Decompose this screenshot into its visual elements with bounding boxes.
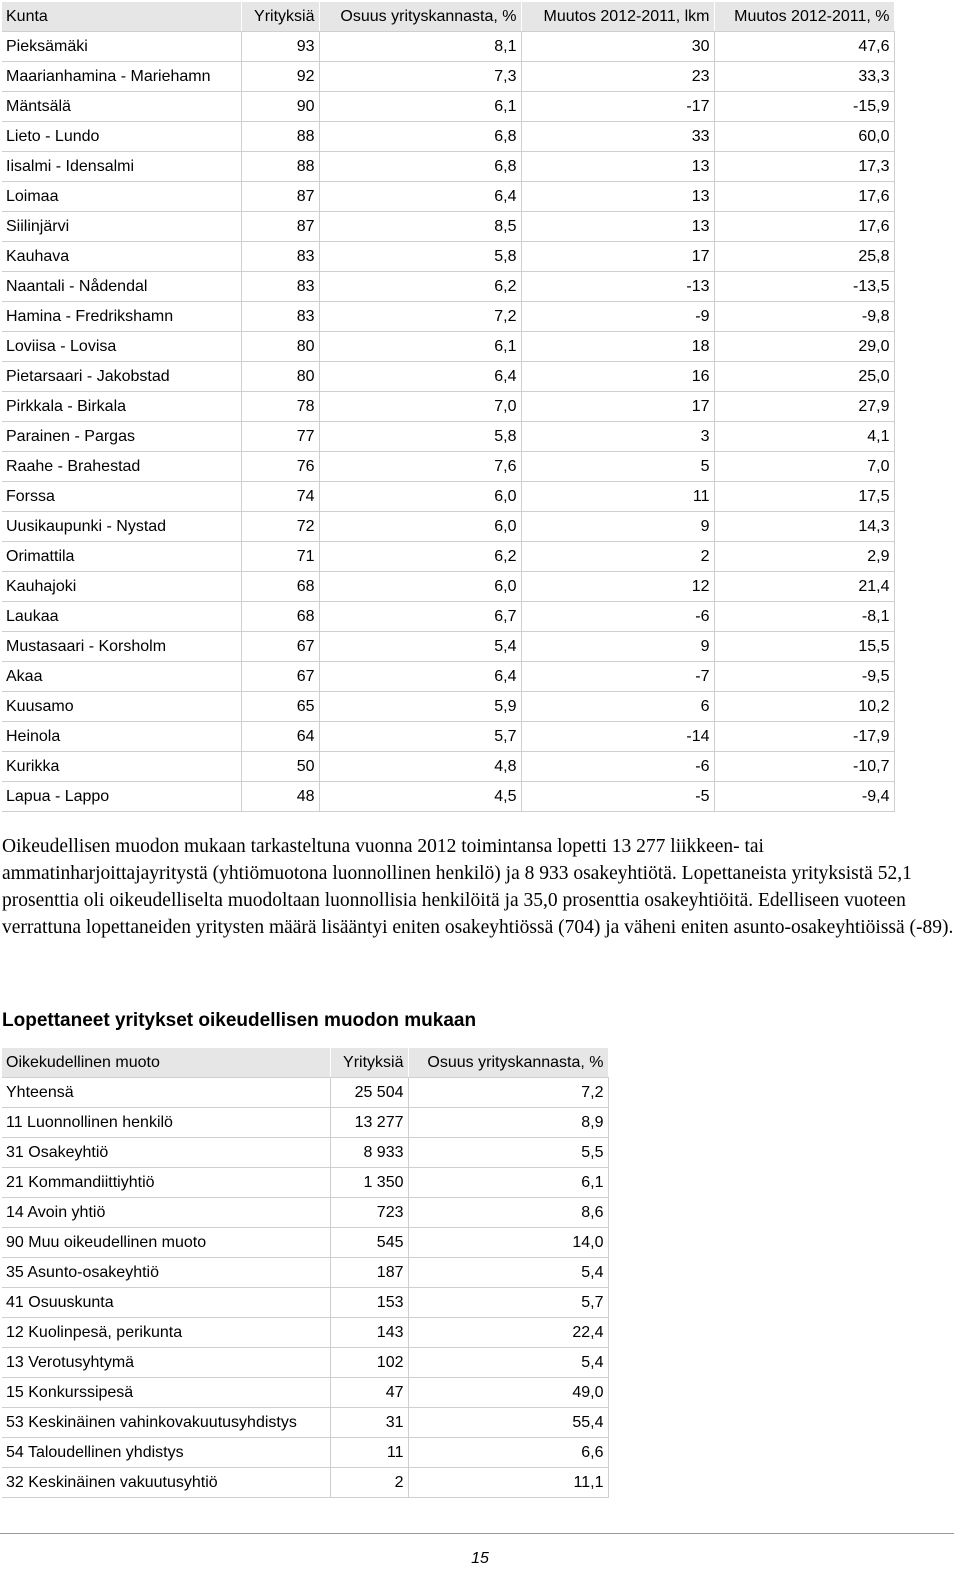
table-cell: 5,8 (319, 422, 521, 452)
column-header: Oikekudellinen muoto (2, 1048, 330, 1078)
table-cell: 17,3 (714, 152, 894, 182)
municipality-table (2, 2, 895, 812)
table-cell: Pieksämäki (2, 32, 241, 62)
table-cell: 6,4 (319, 662, 521, 692)
table-cell: 7,6 (319, 452, 521, 482)
table-cell: 723 (330, 1198, 408, 1228)
table-row (2, 482, 894, 512)
table-cell: 72 (241, 512, 319, 542)
table-cell: 8,5 (319, 212, 521, 242)
table-cell: 17 (521, 392, 714, 422)
table-cell: 13 (521, 182, 714, 212)
table-cell: 17,6 (714, 212, 894, 242)
table-cell: -17,9 (714, 722, 894, 752)
table-row (2, 152, 894, 182)
table-cell: 5,4 (408, 1258, 608, 1288)
table-row (2, 1378, 608, 1408)
body-paragraph: Oikeudellisen muodon mukaan tarkasteltuna vuonna 2012 toimintansa lopetti 13 277 liikkeen- tai ammatinharjoittajayritystä (yhtiömuotona luonnollinen henkilö) ja 8 933 osakeyhtiötä. Lopettaneista yrityksistä 52,1 prosenttia oli oikeudelliselta muodoltaan luonnollisia henkilöitä ja 35,0 prosenttia osakeyhtiöitä. Edelliseen vuoteen verrattuna lopettaneiden yritysten määrä lisääntyi eniten osakeyhtiössä (704) ja väheni eniten asunto-osakeyhtiöissä (-89). (2, 836, 954, 938)
table-row (2, 632, 894, 662)
table-cell: 17,5 (714, 482, 894, 512)
table-cell: 6,0 (319, 482, 521, 512)
table-cell: 31 Osakeyhtiö (2, 1138, 330, 1168)
table-row (2, 182, 894, 212)
table-cell: 8 933 (330, 1138, 408, 1168)
table-row (2, 452, 894, 482)
table-cell: Raahe - Brahestad (2, 452, 241, 482)
table-cell: Hamina - Fredrikshamn (2, 302, 241, 332)
table-cell: 7,2 (408, 1078, 608, 1108)
table-cell: 6,1 (408, 1168, 608, 1198)
table-cell: Forssa (2, 482, 241, 512)
table-cell: 3 (521, 422, 714, 452)
table-cell: 5,8 (319, 242, 521, 272)
table-cell: 6,8 (319, 152, 521, 182)
table-cell: 6,4 (319, 182, 521, 212)
table-cell: Orimattila (2, 542, 241, 572)
table-cell: 12 (521, 572, 714, 602)
table-cell: 5,4 (319, 632, 521, 662)
table-cell: 22,4 (408, 1318, 608, 1348)
table-cell: -8,1 (714, 602, 894, 632)
table-row (2, 1078, 608, 1108)
table-cell: Naantali - Nådendal (2, 272, 241, 302)
table-row (2, 752, 894, 782)
table-cell: 17 (521, 242, 714, 272)
table-cell: 9 (521, 512, 714, 542)
table-row (2, 782, 894, 812)
legal-form-table-body (2, 1048, 608, 1498)
table-cell: 2 (330, 1468, 408, 1498)
table-cell: 90 (241, 92, 319, 122)
table-cell: Yhteensä (2, 1078, 330, 1108)
table-row (2, 272, 894, 302)
section-title: Lopettaneet yritykset oikeudellisen muodon mukaan (2, 1010, 477, 1031)
table-cell: 12 Kuolinpesä, perikunta (2, 1318, 330, 1348)
table-cell: 68 (241, 602, 319, 632)
table-cell: 80 (241, 362, 319, 392)
table-cell: 29,0 (714, 332, 894, 362)
column-header: Kunta (2, 2, 241, 32)
table-row (2, 1468, 608, 1498)
table-cell: 50 (241, 752, 319, 782)
table-cell: Mustasaari - Korsholm (2, 632, 241, 662)
table-cell: 21,4 (714, 572, 894, 602)
table-cell: 7,3 (319, 62, 521, 92)
table-cell: 90 Muu oikeudellinen muoto (2, 1228, 330, 1258)
table-cell: Iisalmi - Idensalmi (2, 152, 241, 182)
table-cell: -15,9 (714, 92, 894, 122)
table-cell: 7,0 (714, 452, 894, 482)
table-row (2, 1348, 608, 1378)
table-header-row (2, 2, 894, 32)
table-cell: 41 Osuuskunta (2, 1288, 330, 1318)
table-cell: 545 (330, 1228, 408, 1258)
table-cell: 25 504 (330, 1078, 408, 1108)
table-cell: 77 (241, 422, 319, 452)
column-header: Osuus yrityskannasta, % (319, 2, 521, 32)
table-cell: 4,1 (714, 422, 894, 452)
table-row (2, 1258, 608, 1288)
table-cell: 6,2 (319, 542, 521, 572)
table-row (2, 1228, 608, 1258)
table-row (2, 602, 894, 632)
table-cell: 47,6 (714, 32, 894, 62)
table-cell: 6,0 (319, 512, 521, 542)
table-cell: 18 (521, 332, 714, 362)
footer-divider (0, 1533, 954, 1534)
table-cell: 11 (330, 1438, 408, 1468)
table-cell: 8,6 (408, 1198, 608, 1228)
table-cell: 23 (521, 62, 714, 92)
table-row (2, 1438, 608, 1468)
table-row (2, 422, 894, 452)
table-cell: -7 (521, 662, 714, 692)
table-cell: Pirkkala - Birkala (2, 392, 241, 422)
municipality-table-body (2, 2, 894, 812)
table-cell: 31 (330, 1408, 408, 1438)
table-row (2, 542, 894, 572)
table-cell: Loviisa - Lovisa (2, 332, 241, 362)
table-cell: 6 (521, 692, 714, 722)
table-cell: 9 (521, 632, 714, 662)
table-cell: 6,6 (408, 1438, 608, 1468)
table-cell: 16 (521, 362, 714, 392)
table-cell: 6,1 (319, 92, 521, 122)
table-cell: 13 277 (330, 1108, 408, 1138)
table-cell: 5,4 (408, 1348, 608, 1378)
table-cell: 6,8 (319, 122, 521, 152)
table-row (2, 722, 894, 752)
table-cell: Laukaa (2, 602, 241, 632)
table-cell: 13 Verotusyhtymä (2, 1348, 330, 1378)
table-cell: -10,7 (714, 752, 894, 782)
table-cell: Uusikaupunki - Nystad (2, 512, 241, 542)
table-cell: Parainen - Pargas (2, 422, 241, 452)
table-row (2, 332, 894, 362)
table-cell: 74 (241, 482, 319, 512)
column-header: Yrityksiä (241, 2, 319, 32)
table-cell: 25,8 (714, 242, 894, 272)
table-cell: 53 Keskinäinen vahinkovakuutusyhdistys (2, 1408, 330, 1438)
table-cell: 83 (241, 242, 319, 272)
legal-form-table (2, 1048, 609, 1498)
table-cell: Pietarsaari - Jakobstad (2, 362, 241, 392)
table-cell: 8,9 (408, 1108, 608, 1138)
table-cell: Lapua - Lappo (2, 782, 241, 812)
table-cell: 33,3 (714, 62, 894, 92)
table-cell: 6,4 (319, 362, 521, 392)
table-cell: 11,1 (408, 1468, 608, 1498)
table-cell: 67 (241, 662, 319, 692)
table-cell: Lieto - Lundo (2, 122, 241, 152)
table-cell: 4,8 (319, 752, 521, 782)
table-row (2, 1318, 608, 1348)
table-cell: 78 (241, 392, 319, 422)
table-cell: 88 (241, 152, 319, 182)
table-cell: 15,5 (714, 632, 894, 662)
column-header: Muutos 2012-2011, lkm (521, 2, 714, 32)
table-cell: 17,6 (714, 182, 894, 212)
table-row (2, 1108, 608, 1138)
table-cell: -9,4 (714, 782, 894, 812)
table-row (2, 62, 894, 92)
table-cell: 88 (241, 122, 319, 152)
table-cell: 33 (521, 122, 714, 152)
table-cell: 35 Asunto-osakeyhtiö (2, 1258, 330, 1288)
table-cell: -6 (521, 752, 714, 782)
table-cell: 13 (521, 212, 714, 242)
table-cell: Kauhajoki (2, 572, 241, 602)
page-number: 15 (471, 1550, 489, 1567)
table-cell: 93 (241, 32, 319, 62)
table-cell: 6,2 (319, 272, 521, 302)
table-row (2, 122, 894, 152)
table-cell: Maarianhamina - Mariehamn (2, 62, 241, 92)
table-row (2, 362, 894, 392)
table-cell: Kauhava (2, 242, 241, 272)
table-cell: Kurikka (2, 752, 241, 782)
table-cell: 2 (521, 542, 714, 572)
table-cell: 8,1 (319, 32, 521, 62)
table-cell: 49,0 (408, 1378, 608, 1408)
table-cell: -9,5 (714, 662, 894, 692)
table-row (2, 512, 894, 542)
table-cell: 143 (330, 1318, 408, 1348)
table-cell: Akaa (2, 662, 241, 692)
table-cell: Kuusamo (2, 692, 241, 722)
table-cell: 87 (241, 212, 319, 242)
table-cell: Loimaa (2, 182, 241, 212)
table-row (2, 1288, 608, 1318)
table-cell: -9 (521, 302, 714, 332)
table-cell: -6 (521, 602, 714, 632)
table-cell: 153 (330, 1288, 408, 1318)
table-cell: 5,9 (319, 692, 521, 722)
table-row (2, 1408, 608, 1438)
table-cell: Siilinjärvi (2, 212, 241, 242)
table-cell: 5,7 (319, 722, 521, 752)
table-row (2, 392, 894, 422)
column-header: Osuus yrityskannasta, % (408, 1048, 608, 1078)
table-cell: 2,9 (714, 542, 894, 572)
table-cell: 4,5 (319, 782, 521, 812)
table-row (2, 662, 894, 692)
table-cell: -5 (521, 782, 714, 812)
table-cell: 5 (521, 452, 714, 482)
table-cell: -9,8 (714, 302, 894, 332)
table-cell: 60,0 (714, 122, 894, 152)
table-cell: 187 (330, 1258, 408, 1288)
table-cell: 6,0 (319, 572, 521, 602)
table-row (2, 692, 894, 722)
table-cell: 83 (241, 272, 319, 302)
table-cell: -13,5 (714, 272, 894, 302)
table-cell: 14,3 (714, 512, 894, 542)
table-cell: 6,7 (319, 602, 521, 632)
column-header: Yrityksiä (330, 1048, 408, 1078)
table-cell: 102 (330, 1348, 408, 1378)
table-cell: 80 (241, 332, 319, 362)
table-cell: 48 (241, 782, 319, 812)
table-cell: 5,7 (408, 1288, 608, 1318)
table-cell: 15 Konkurssipesä (2, 1378, 330, 1408)
table-cell: 11 Luonnollinen henkilö (2, 1108, 330, 1138)
table-cell: 1 350 (330, 1168, 408, 1198)
table-cell: -17 (521, 92, 714, 122)
table-cell: 64 (241, 722, 319, 752)
table-cell: 6,1 (319, 332, 521, 362)
table-cell: 87 (241, 182, 319, 212)
table-cell: 55,4 (408, 1408, 608, 1438)
table-row (2, 242, 894, 272)
table-row (2, 572, 894, 602)
table-cell: 14 Avoin yhtiö (2, 1198, 330, 1228)
table-cell: 83 (241, 302, 319, 332)
table-cell: 76 (241, 452, 319, 482)
table-cell: 67 (241, 632, 319, 662)
table-cell: 7,0 (319, 392, 521, 422)
table-cell: Mäntsälä (2, 92, 241, 122)
table-cell: 92 (241, 62, 319, 92)
table-cell: 65 (241, 692, 319, 722)
table-cell: 21 Kommandiittiyhtiö (2, 1168, 330, 1198)
table-cell: 10,2 (714, 692, 894, 722)
table-cell: 32 Keskinäinen vakuutusyhtiö (2, 1468, 330, 1498)
table-cell: 71 (241, 542, 319, 572)
table-cell: -13 (521, 272, 714, 302)
table-cell: 47 (330, 1378, 408, 1408)
table-cell: 68 (241, 572, 319, 602)
table-cell: 25,0 (714, 362, 894, 392)
table-cell: 11 (521, 482, 714, 512)
table-cell: 27,9 (714, 392, 894, 422)
table-header-row (2, 1048, 608, 1078)
table-row (2, 1198, 608, 1228)
table-row (2, 1138, 608, 1168)
table-cell: 30 (521, 32, 714, 62)
table-row (2, 32, 894, 62)
table-row (2, 92, 894, 122)
table-cell: 7,2 (319, 302, 521, 332)
table-cell: 54 Taloudellinen yhdistys (2, 1438, 330, 1468)
table-row (2, 302, 894, 332)
table-cell: 5,5 (408, 1138, 608, 1168)
column-header: Muutos 2012-2011, % (714, 2, 894, 32)
table-cell: Heinola (2, 722, 241, 752)
table-cell: 13 (521, 152, 714, 182)
table-cell: -14 (521, 722, 714, 752)
table-row (2, 1168, 608, 1198)
table-row (2, 212, 894, 242)
table-cell: 14,0 (408, 1228, 608, 1258)
